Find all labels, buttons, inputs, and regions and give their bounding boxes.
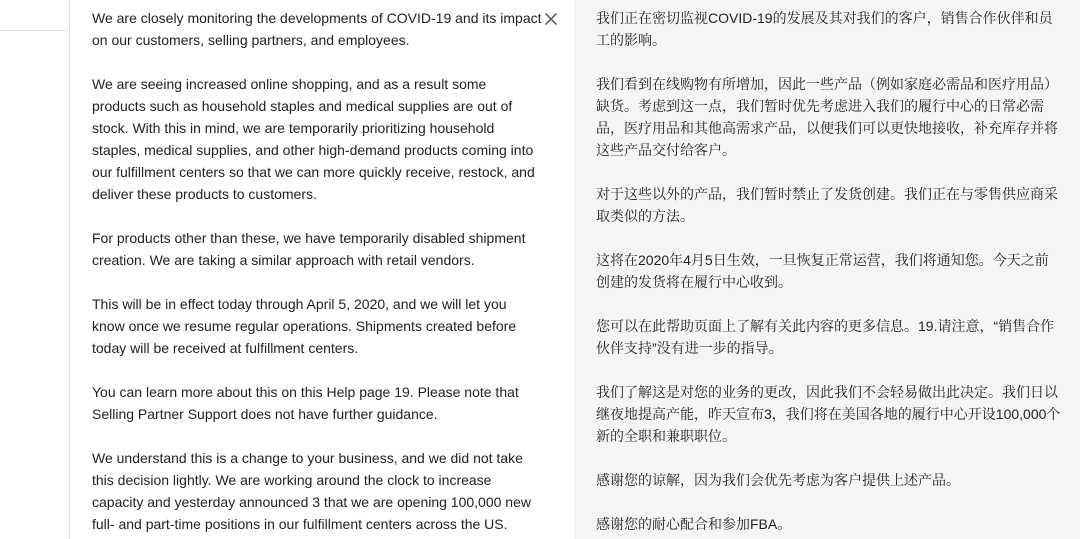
source-paragraph: This will be in effect today through April 5, 2020, and we will let you know once we resume regular operations. Shipments created before today will be received at fulfillment centers.: [92, 296, 517, 356]
clear-source-button[interactable]: [540, 8, 562, 30]
translation-text: [596, 7, 1061, 539]
left-gutter: [0, 0, 70, 539]
translation-paragraph: 我们正在密切监视COVID-19的发展及其对我们的客户，销售合作伙伴和员工的影响。: [596, 10, 1053, 48]
source-text[interactable]: [92, 7, 542, 539]
source-paragraph: We understand this is a change to your business, and we did not take this decision lightly. We are working around the clock to increase capacity and yesterday announced 3 that we are opening 100,000 new full- and part-time positions in our fulfillment centers across the US.: [92, 450, 531, 532]
gutter-divider: [0, 30, 69, 31]
translation-paragraph: 我们了解这是对您的业务的更改，因此我们不会轻易做出此决定。我们日以继夜地提高产能，昨天宣布3，我们将在美国各地的履行中心开设100,000个新的全职和兼职职位。: [596, 384, 1061, 444]
translation-pane: [574, 0, 1080, 539]
source-paragraph: We are seeing increased online shopping, and as a result some products such as household staples and medical supplies are out of stock. With this in mind, we are temporarily prioritizing household staples, medical supplies, and other high-demand products coming into our fulfillment centers so that we can more quickly receive, restock, and deliver these products to customers.: [92, 76, 535, 202]
source-text-pane[interactable]: [70, 0, 574, 539]
translation-paragraph: 您可以在此帮助页面上了解有关此内容的更多信息。19.请注意，“销售合作伙伴支持”没有进一步的指导。: [596, 318, 1055, 356]
source-paragraph: For products other than these, we have temporarily disabled shipment creation. We are taking a similar approach with retail vendors.: [92, 230, 526, 268]
close-icon: [545, 13, 557, 25]
source-paragraph: We are closely monitoring the developments of COVID-19 and its impact on our customers, selling partners, and employees.: [92, 10, 542, 48]
translation-paragraph: 这将在2020年4月5日生效，一旦恢复正常运营，我们将通知您。今天之前创建的发货将在履行中心收到。: [596, 252, 1049, 290]
translation-paragraph: 我们看到在线购物有所增加，因此一些产品（例如家庭必需品和医疗用品）缺货。考虑到这一点，我们暂时优先考虑进入我们的履行中心的日常必需品，医疗用品和其他高需求产品，以便我们可以更快地接收，补充库存并将这些产品交付给客户。: [596, 76, 1058, 158]
translation-paragraph: 对于这些以外的产品，我们暂时禁止了发货创建。我们正在与零售供应商采取类似的方法。: [596, 186, 1058, 224]
translation-paragraph: 感谢您的耐心配合和参加FBA。: [596, 516, 792, 532]
translation-paragraph: 感谢您的谅解，因为我们会优先考虑为客户提供上述产品。: [596, 472, 960, 488]
source-paragraph: You can learn more about this on this Help page 19. Please note that Selling Partner Support does not have further guidance.: [92, 384, 519, 422]
